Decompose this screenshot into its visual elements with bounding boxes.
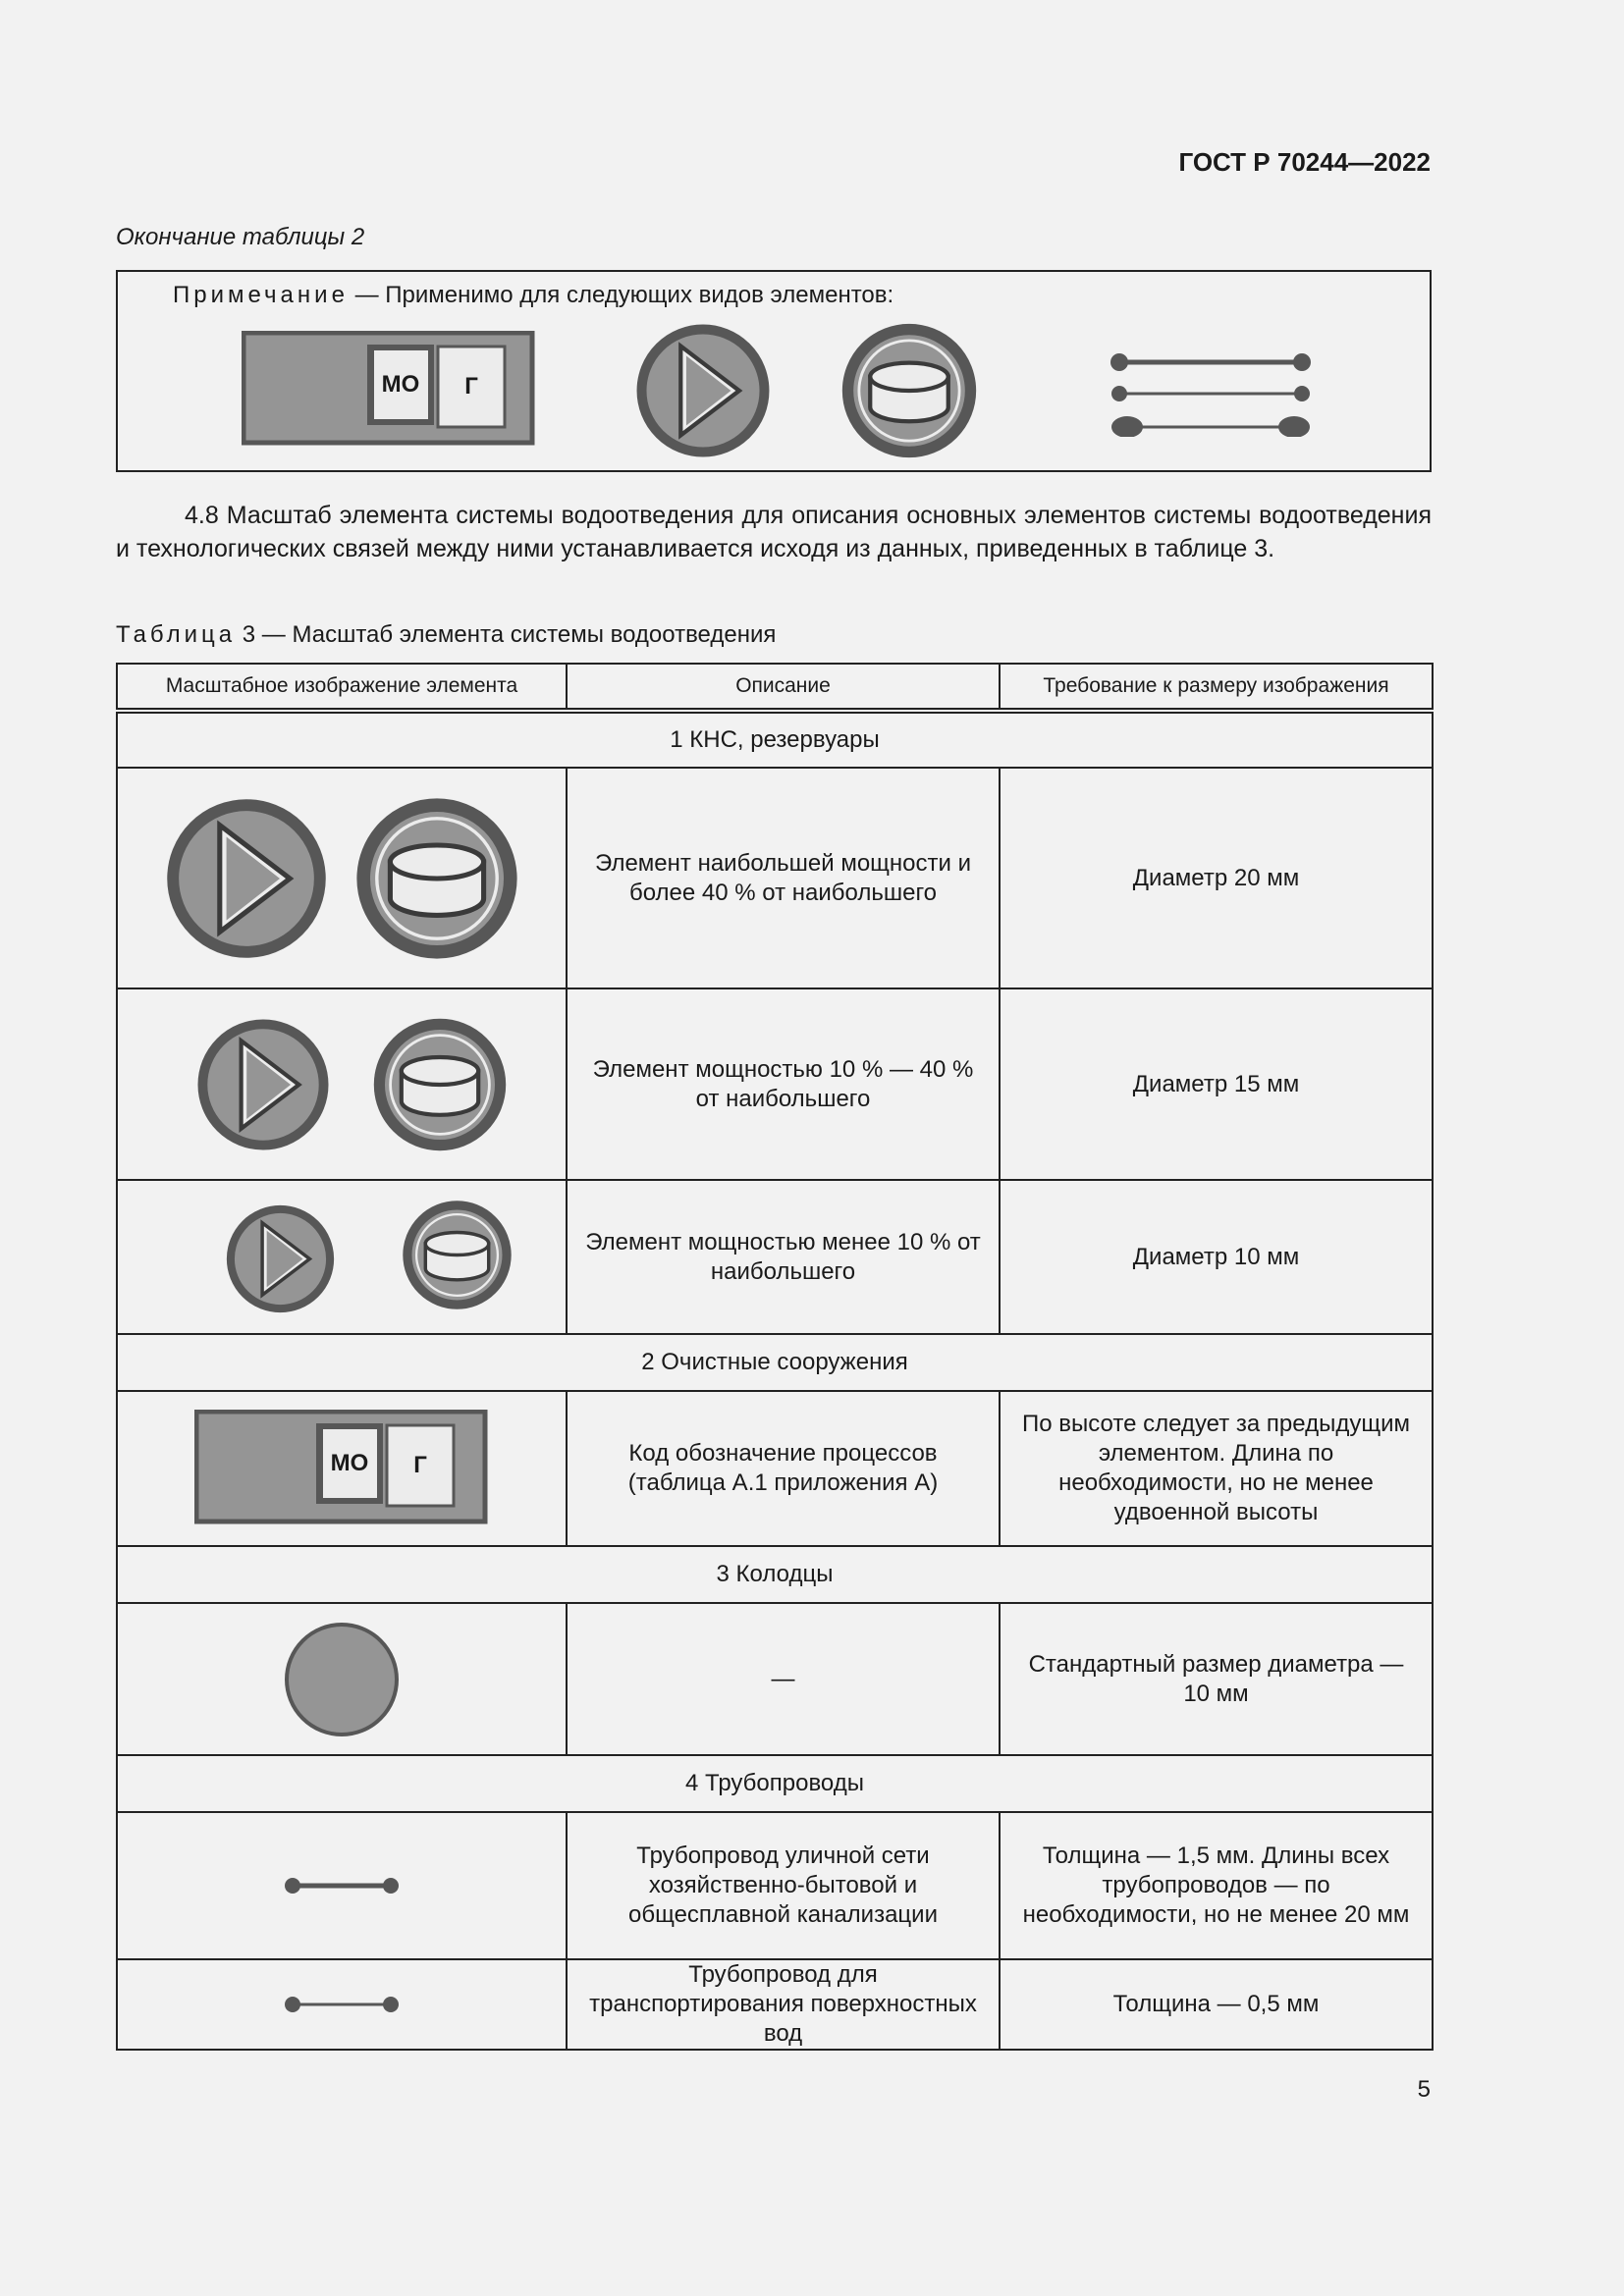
image-cell bbox=[117, 988, 567, 1180]
description-cell: Трубопровод для транспортирования поверхностных вод bbox=[567, 1959, 1000, 2050]
document-code: ГОСТ Р 70244—2022 bbox=[1178, 147, 1431, 177]
header-description: Описание bbox=[567, 664, 1000, 711]
requirement-cell: По высоте следует за предыдущим элементом. Длина по необходимости, но не менее удвоенной высоты bbox=[1000, 1391, 1433, 1546]
description-cell: — bbox=[567, 1603, 1000, 1755]
image-cell bbox=[117, 1391, 567, 1546]
section-title: 1 КНС, резервуары bbox=[117, 711, 1433, 768]
note-text bbox=[173, 282, 893, 309]
section-title: 4 Трубопроводы bbox=[117, 1755, 1433, 1812]
description-cell: Элемент мощностью менее 10 % от наибольшего bbox=[567, 1180, 1000, 1334]
section-row bbox=[117, 1755, 1433, 1812]
symbols-large bbox=[145, 795, 538, 962]
note-label: Примечание bbox=[173, 282, 349, 308]
mo-label: МО bbox=[330, 1450, 369, 1476]
table-title bbox=[116, 621, 776, 649]
table-row bbox=[117, 1603, 1433, 1755]
image-cell bbox=[117, 768, 567, 988]
pump-station-symbol bbox=[633, 321, 773, 460]
scale-table bbox=[116, 663, 1434, 2051]
description-cell: Элемент мощностью 10 % — 40 % от наибольшего bbox=[567, 988, 1000, 1180]
header-requirement: Требование к размеру изображения bbox=[1000, 664, 1433, 711]
pipeline-thin-symbol bbox=[283, 1990, 401, 2019]
table-title-label: Таблица bbox=[116, 621, 237, 648]
table-row bbox=[117, 1180, 1433, 1334]
requirement-cell: Диаметр 20 мм bbox=[1000, 768, 1433, 988]
reservoir-symbol bbox=[839, 321, 979, 460]
manhole-symbol bbox=[281, 1619, 403, 1740]
table-row bbox=[117, 768, 1433, 988]
table-row bbox=[117, 1391, 1433, 1546]
table-row bbox=[117, 988, 1433, 1180]
requirement-cell: Толщина — 1,5 мм. Длины всех трубопроводов — по необходимости, но не менее 20 мм bbox=[1000, 1812, 1433, 1959]
pipeline-thick-symbol bbox=[283, 1871, 401, 1900]
image-cell bbox=[117, 1812, 567, 1959]
table-row bbox=[117, 1959, 1433, 2050]
section-row bbox=[117, 1546, 1433, 1603]
section-row bbox=[117, 1334, 1433, 1391]
image-cell bbox=[117, 1180, 567, 1334]
treatment-facility-symbol bbox=[242, 331, 536, 449]
paragraph-4-8: 4.8 Масштаб элемента системы водоотведения для описания основных элементов системы водоотведения и технологических связей между ними устанавливается исходя из данных, приведенных в таблице 3. bbox=[116, 502, 1432, 562]
table-row bbox=[117, 1812, 1433, 1959]
section-row bbox=[117, 711, 1433, 768]
continuation-caption: Окончание таблицы 2 bbox=[116, 224, 365, 250]
treatment-facility-symbol bbox=[194, 1410, 489, 1527]
section-title: 2 Очистные сооружения bbox=[117, 1334, 1433, 1391]
g-label: Г bbox=[413, 1452, 427, 1478]
requirement-cell: Диаметр 10 мм bbox=[1000, 1180, 1433, 1334]
description-cell: Элемент наибольшей мощности и более 40 % от наибольшего bbox=[567, 768, 1000, 988]
requirement-cell: Диаметр 15 мм bbox=[1000, 988, 1433, 1180]
requirement-cell: Толщина — 0,5 мм bbox=[1000, 1959, 1433, 2050]
description-cell: Код обозначение процессов (таблица А.1 приложения А) bbox=[567, 1391, 1000, 1546]
symbols-medium bbox=[155, 1016, 528, 1153]
table-title-text: 3 — Масштаб элемента системы водоотведения bbox=[236, 621, 777, 648]
header-image: Масштабное изображение элемента bbox=[117, 664, 567, 711]
image-cell bbox=[117, 1959, 567, 2050]
note-body: — Применимо для следующих видов элементов: bbox=[348, 282, 894, 308]
note-box bbox=[116, 270, 1432, 472]
page-number: 5 bbox=[1417, 2076, 1431, 2103]
description-cell: Трубопровод уличной сети хозяйственно-бытовой и общесплавной канализации bbox=[567, 1812, 1000, 1959]
mo-label: МО bbox=[381, 371, 420, 398]
g-label: Г bbox=[464, 373, 478, 400]
symbols-small bbox=[165, 1199, 518, 1316]
pipeline-symbols bbox=[1108, 348, 1314, 437]
requirement-cell: Стандартный размер диаметра — 10 мм bbox=[1000, 1603, 1433, 1755]
table-header-row bbox=[117, 664, 1433, 711]
image-cell bbox=[117, 1603, 567, 1755]
section-title: 3 Колодцы bbox=[117, 1546, 1433, 1603]
